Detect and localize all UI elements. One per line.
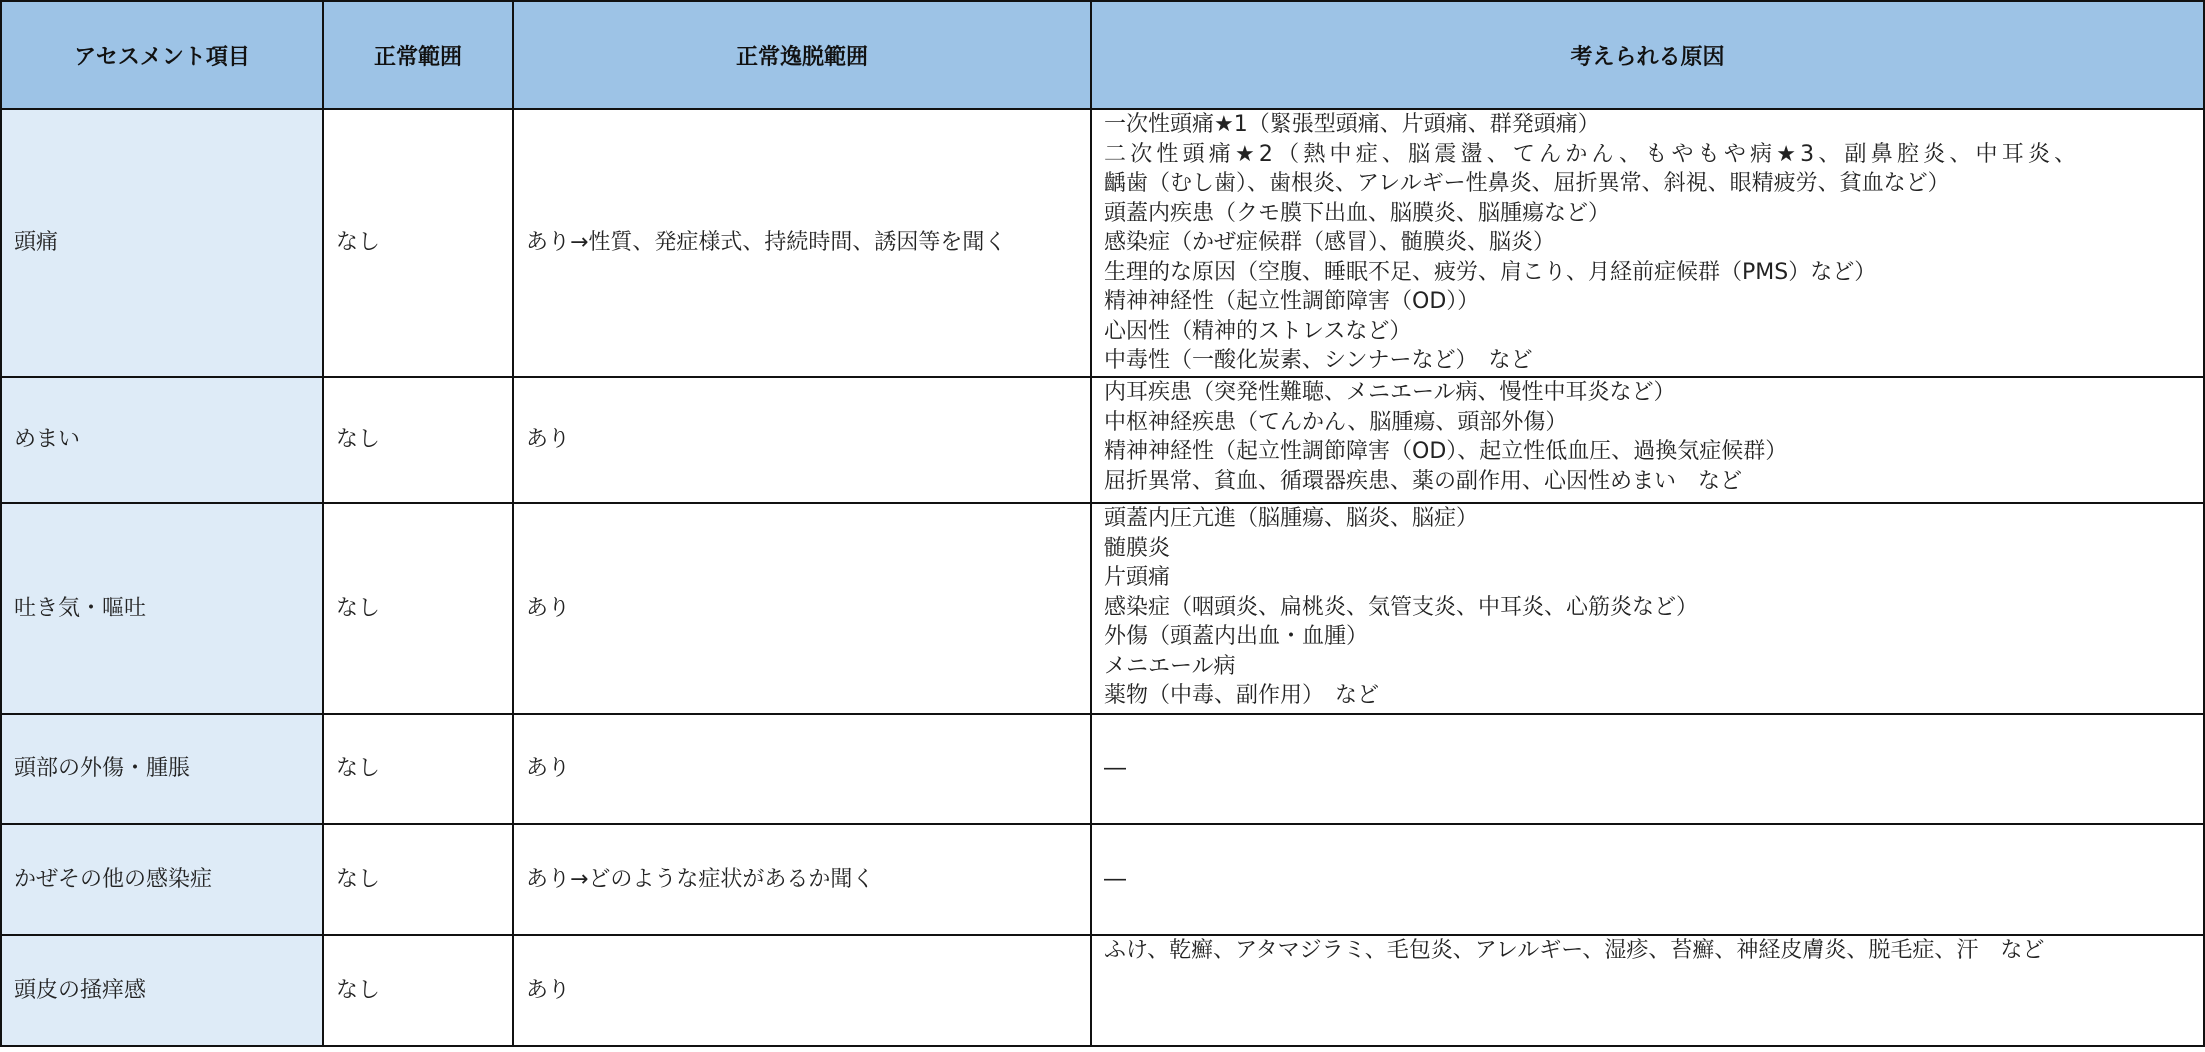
cause-line: ― — [1104, 866, 1126, 892]
header-possible-causes: 考えられる原因 — [1091, 1, 2204, 109]
cause-line: 二次性頭痛★2（熱中症、脳震盪、てんかん、もやもや病★3、副鼻腔炎、中耳炎、 — [1104, 141, 2081, 167]
table-row-infection — [1, 824, 2204, 935]
header-assessment-item: アセスメント項目 — [1, 1, 323, 109]
table-row-headache — [1, 109, 2204, 377]
cause-line: 頭蓋内疾患（クモ膜下出血、脳膜炎、脳腫瘍など） — [1104, 200, 1611, 226]
causes-cell — [1091, 377, 2204, 503]
causes-cell — [1091, 935, 2204, 1046]
normal-range-cell: なし — [323, 503, 513, 714]
cause-line: 薬物（中毒、副作用） など — [1104, 683, 1380, 708]
abnormal-range-cell: あり — [513, 377, 1091, 503]
abnormal-range-cell: あり→どのような症状があるか聞く — [513, 824, 1091, 935]
header-normal-range: 正常範囲 — [323, 1, 513, 109]
item-cell: 頭皮の掻痒感 — [1, 935, 323, 1046]
cause-line: ― — [1104, 756, 1126, 782]
abnormal-range-cell: あり — [513, 935, 1091, 1046]
cause-line: 生理的な原因（空腹、睡眠不足、疲労、肩こり、月経前症候群（PMS）など） — [1104, 259, 1877, 285]
cause-line: 心因性（精神的ストレスなど） — [1104, 318, 1412, 344]
cause-line: 一次性頭痛★1（緊張型頭痛、片頭痛、群発頭痛） — [1104, 112, 1600, 137]
causes-cell — [1091, 503, 2204, 714]
table-row-head-injury — [1, 714, 2204, 824]
table-row-nausea — [1, 503, 2204, 714]
cause-line: 屈折異常、貧血、循環器疾患、薬の副作用、心因性めまい など — [1104, 468, 1743, 494]
cause-line: 外傷（頭蓋内出血・血腫） — [1104, 624, 1369, 649]
causes-cell — [1091, 714, 2204, 824]
cause-line: 内耳疾患（突発性難聴、メニエール病、慢性中耳炎など） — [1104, 380, 1676, 405]
normal-range-cell: なし — [323, 824, 513, 935]
cause-line: 感染症（咽頭炎、扁桃炎、気管支炎、中耳炎、心筋炎など） — [1104, 594, 1699, 620]
cause-line: 中毒性（一酸化炭素、シンナーなど） など — [1104, 348, 1533, 373]
cause-line: 頭蓋内圧亢進（脳腫瘍、脳炎、脳症） — [1104, 506, 1479, 531]
table-row-dizziness — [1, 377, 2204, 503]
abnormal-range-cell: あり — [513, 503, 1091, 714]
abnormal-range-cell: あり — [513, 714, 1091, 824]
cause-line: メニエール病 — [1104, 653, 1236, 679]
causes-cell — [1091, 109, 2204, 377]
table-row-scalp-itch — [1, 935, 2204, 1046]
header-abnormal-range: 正常逸脱範囲 — [513, 1, 1091, 109]
cause-line: 齲歯（むし歯）、歯根炎、アレルギー性鼻炎、屈折異常、斜視、眼精疲労、貧血など） — [1104, 171, 1950, 196]
item-cell: 頭部の外傷・腫脹 — [1, 714, 323, 824]
normal-range-cell: なし — [323, 935, 513, 1046]
item-cell: 吐き気・嘔吐 — [1, 503, 323, 714]
cause-line: 精神神経性（起立性調節障害（OD）、起立性低血圧、過換気症候群） — [1104, 439, 1788, 464]
cause-line: ふけ、乾癬、アタマジラミ、毛包炎、アレルギー、湿疹、苔癬、神経皮膚炎、脱毛症、汗 など — [1104, 938, 2045, 963]
cause-line: 精神神経性（起立性調節障害（OD）） — [1104, 289, 1480, 314]
cause-line: 中枢神経疾患（てんかん、脳腫瘍、頭部外傷） — [1104, 409, 1568, 435]
normal-range-cell: なし — [323, 109, 513, 377]
normal-range-cell: なし — [323, 714, 513, 824]
item-cell: めまい — [1, 377, 323, 503]
header-row — [1, 1, 2204, 109]
item-cell: かぜその他の感染症 — [1, 824, 323, 935]
cause-line: 感染症（かぜ症候群（感冒）、髄膜炎、脳炎） — [1104, 230, 1556, 255]
cause-line: 髄膜炎 — [1104, 535, 1171, 561]
cause-line: 片頭痛 — [1104, 565, 1171, 590]
causes-cell — [1091, 824, 2204, 935]
item-cell: 頭痛 — [1, 109, 323, 377]
normal-range-cell: なし — [323, 377, 513, 503]
abnormal-range-cell: あり→性質、発症様式、持続時間、誘因等を聞く — [513, 109, 1091, 377]
